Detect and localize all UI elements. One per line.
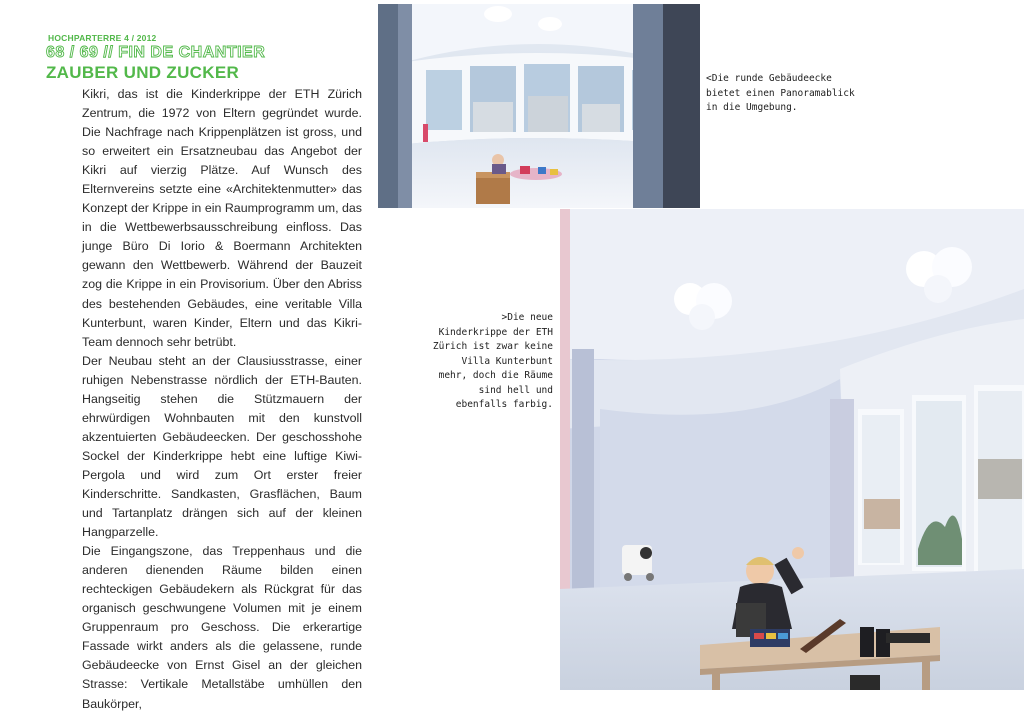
article-body: [82, 85, 362, 714]
magazine-kicker: HOCHPARTERRE 4 / 2012: [48, 33, 157, 43]
caption-middle: >Die neue Kinderkrippe der ETH Zürich ist zwar keine Villa Kunterbunt mehr, doch die Räume sind hell und ebenfalls farbig.: [432, 312, 553, 410]
paragraph-2: Der Neubau steht an der Clausiusstrasse, einer ruhigen Nebenstrasse nördlich der ETH-Bauten. Hangseitig stehen die Stützmauern der ehrwürdigen Wohnbauten mit den kunstvoll akzentuierten Gebäudeecken. Der geschosshohe Sockel der Kinderkrippe hebt eine luftige Kiwi-Pergola und wird zum Ort erster freier Kinderschritte. Sandkasten, Grasflächen, Baum und Tartanplatz drängen sich auf der kleinen Hangparzelle.: [82, 353, 362, 540]
photo-child-classroom: [560, 209, 1024, 690]
section-title: 68 / 69 // FIN DE CHANTIER: [46, 44, 266, 61]
photo-round-room: [378, 4, 700, 208]
photo-child-classroom-image: [560, 209, 1024, 690]
photo-round-room-image: [378, 4, 700, 208]
paragraph-3: Die Eingangszone, das Treppenhaus und die anderen dienenden Räume bilden einen rechteckigen Gebäudekern als Rückgrat für das organisch geschwungene Volumen mit je einem Gruppenraum pro Geschoss. Die erkerartige Fassade wirkt anders als die gelassene, runde Gebäudeecke von Ernst Gisel an der gleichen Strasse: Vertikale Metallstäbe umhüllen den Baukörper,: [82, 544, 362, 711]
caption-top: <Die runde Gebäudeecke bietet einen Panoramablick in die Umgebung.: [706, 73, 855, 113]
paragraph-1: Kikri, das ist die Kinderkrippe der ETH Zürich Zentrum, die 1972 von Eltern gegründet wurde. Die Nachfrage nach Krippenplätzen ist gross, und so erweitert ein Ersatzneubau das Angebot der Kikri auf vierzig Plätze. Auf Wunsch des Elternvereins setzte eine «Architektenmutter» das Konzept der Krippe in ein Raumprogramm um, das in die Wettbewerbsausschreibung einfloss. Das junge Büro Di Iorio & Boermann Architekten gewann den Wettbewerb. Während der Bauzeit zog die Krippe in ein Provisorium. Über den Abriss des bestehenden Gebäudes, eine veritable Villa Kunterbunt, waren Kinder, Eltern und das Kikri-Team dennoch sehr betrübt.: [82, 87, 362, 349]
article-headline: ZAUBER UND ZUCKER: [46, 63, 240, 82]
